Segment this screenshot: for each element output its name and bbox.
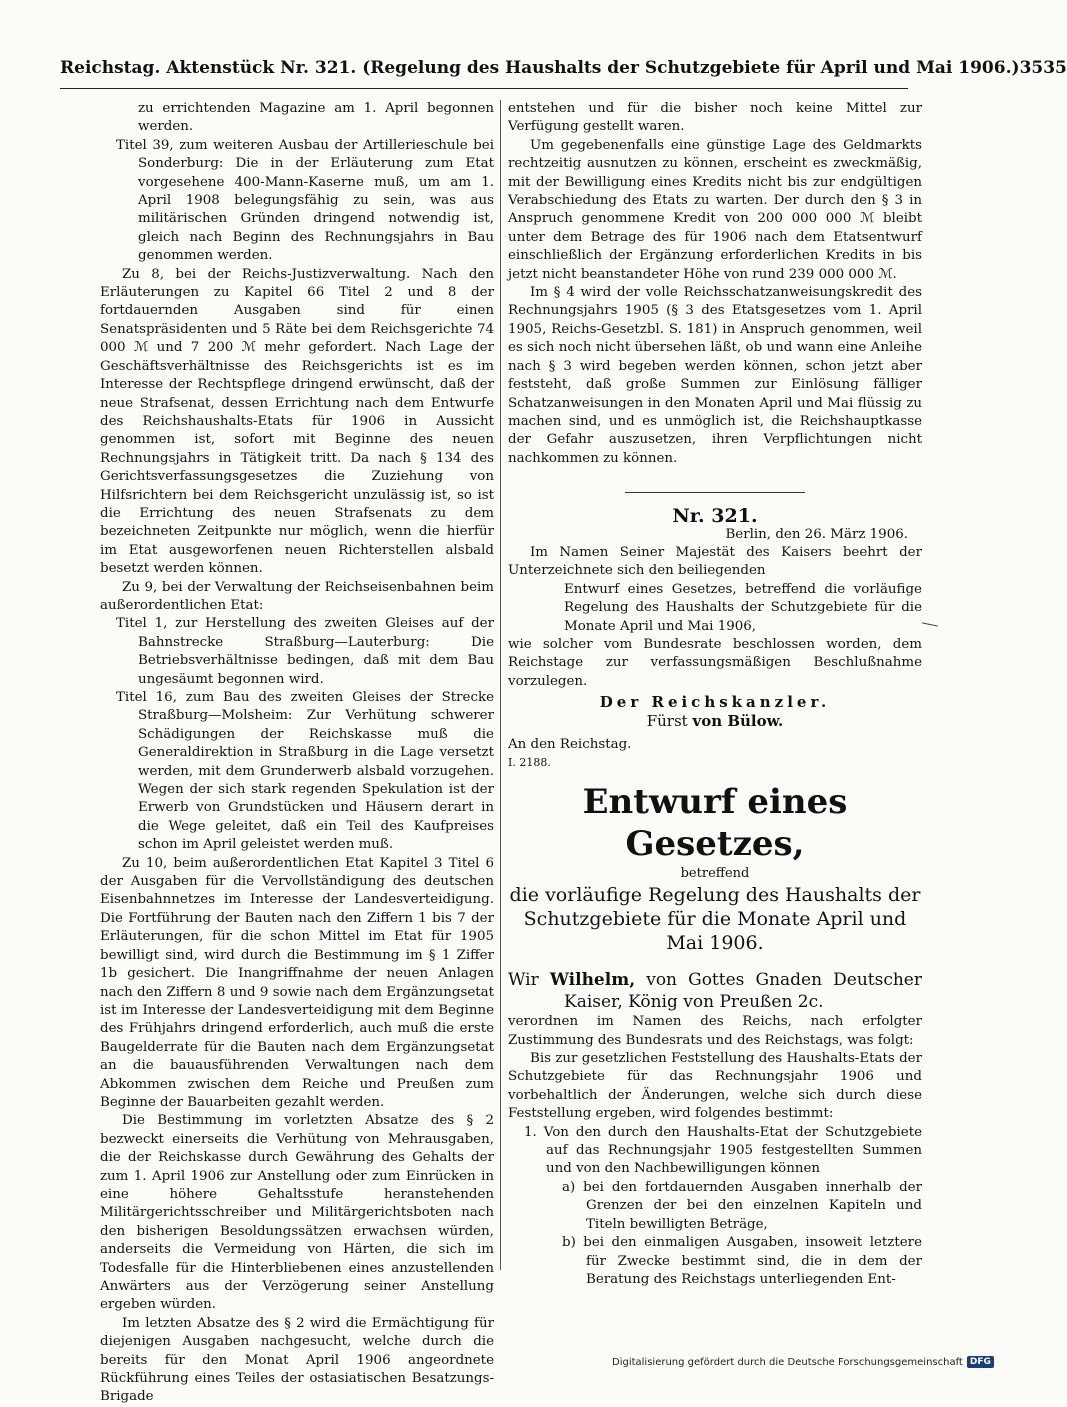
- pencil-mark: [922, 622, 938, 626]
- paragraph: Titel 16, zum Bau des zweiten Gleises der Strecke Straßburg—Molsheim: Zur Verhütung schwerer Schädigungen der Reichskasse muß die Generaldirektion in Straßburg in die Lage versetzt werden, mit dem Grunderwerb alsbald vorzugehen. Wegen der sich stark regenden Spekulation ist der Erwerb von Grundstücken und Häusern derart in die Wege geleitet, daß ein Teil des Kaufpreises schon im April geleistet werden muß.: [116, 690, 494, 853]
- date-line: Berlin, den 26. März 1906.: [725, 526, 908, 542]
- paragraph: Zu 9, bei der Verwaltung der Reichseisenbahnen beim außerordentlichen Etat:: [100, 579, 494, 613]
- paragraph: Titel 39, zum weiteren Ausbau der Artillerieschule bei Sonderburg: Die in der Erläuterung zum Etat vorgesehene 400-Mann-Kaserne muß, um am 1. April 1908 belegungsfähig zu sein, was aus militärischen Gründen dringend notwendig ist, gleich nach Beginn des Rechnungsjahrs in Bau genommen werden.: [116, 137, 494, 264]
- section-divider: [625, 492, 805, 493]
- monarch-titles: von Gottes Gnaden Deutscher Kaiser, König von Preußen 2c.: [564, 970, 922, 1013]
- law-subtitle: die vorläufige Regelung des Haushalts der Schutzgebiete für die Monate April und Mai 1906.: [509, 884, 921, 955]
- list-item: a) bei den fortdauernden Ausgaben innerhalb der Grenzen der bei den einzelnen Kapiteln und Titeln bewilligten Beträge,: [562, 1179, 922, 1232]
- quoted-title: Entwurf eines Gesetzes, betreffend die vorläufige Regelung des Haushalts der Schutzgebiete für die Monate April und Mai 1906,: [564, 581, 922, 634]
- signature-title: Der Reichskanzler.: [599, 693, 831, 712]
- paragraph: Die Bestimmung im vorletzten Absatze des § 2 bezweckt einerseits die Verhütung von Mehrausgaben, die der Reichskasse durch Gewährung des Gehalts der zum 1. April 1906 zur Anstellung oder zum Einrücken in eine höhere Gehaltsstufe heranstehenden Militärgerichtsschreiber und Militärgerichtsboten nach den bisherigen Besoldungssätzen erwachsen würden, anderseits die Vermeidung von Härten, die sich im Todesfalle für die Hinterbliebenen eines anzustellenden Anwärters aus der Verzögerung seiner Anstellung ergeben würden.: [100, 1113, 494, 1313]
- footer: [612, 1356, 994, 1368]
- law-betreffend: betreffend: [680, 865, 750, 881]
- paragraph: Im letzten Absatze des § 2 wird die Ermächtigung für diejenigen Ausgaben nachgesucht, welche durch die bereits für den Monat April 1906 angeordnete Rückführung eines Teiles der ostasiatischen Besatzungs-Brigade: [100, 1315, 494, 1405]
- paragraph: Bis zur gesetzlichen Feststellung des Haushalts-Etats der Schutzgebiete für das Rechnungsjahr 1906 und vorbehaltlich der Änderungen, welche sich durch diese Feststellung ergeben, wird folgendes bestimmt:: [508, 1051, 922, 1122]
- signature-prefix: Fürst: [646, 711, 688, 730]
- list-item: 1. Von den durch den Haushalts-Etat der Schutzgebiete auf das Rechnungsjahr 1905 festgestellten Summen und von den Nachbewilligungen können: [524, 1124, 922, 1177]
- law-title: Entwurf eines Gesetzes,: [582, 781, 848, 864]
- paragraph: verordnen im Namen des Reichs, nach erfolgter Zustimmung des Bundesrats und des Reichstags, was folgt:: [508, 1014, 922, 1048]
- document-number: Nr. 321.: [672, 505, 758, 528]
- reference-number: I. 2188.: [508, 756, 551, 770]
- page-header: [60, 58, 1067, 89]
- paragraph: Um gegebenenfalls eine günstige Lage des Geldmarkts rechtzeitig ausnutzen zu können, erscheint es zweckmäßig, mit der Bewilligung eines Kredits nicht bis zur endgültigen Verabschiedung des Etats zu warten. Der durch den § 3 in Anspruch genommene Kredit von 200 000 000 ℳ bleibt unter dem Betrage des für 1906 nach dem Etatsentwurf einschließlich der Ergänzung erforderlichen Kredits in bis jetzt nicht beanstandeter Höhe von rund 239 000 000 ℳ.: [508, 137, 922, 282]
- paragraph: wie solcher vom Bundesrate beschlossen worden, dem Reichstage zur verfassungsmäßigen Beschlußnahme vorzulegen.: [508, 636, 922, 689]
- addressee: An den Reichstag.: [508, 737, 632, 752]
- list-item: b) bei den einmaligen Ausgaben, insoweit letztere für Zwecke bestimmt sind, die in dem der Beratung des Reichstags unterliegenden Ent-: [562, 1235, 922, 1287]
- dfg-logo-icon: DFG: [967, 1356, 994, 1368]
- page-number: 3535: [1019, 58, 1067, 78]
- right-column: [508, 100, 922, 1289]
- signature-name: [508, 712, 922, 730]
- footer-text: Digitalisierung gefördert durch die Deutsche Forschungsgemeinschaft: [612, 1356, 963, 1368]
- monarch-name: Wilhelm,: [549, 970, 636, 991]
- left-column: [100, 100, 494, 1407]
- enacting-formula: [508, 969, 922, 1013]
- wir-prefix: Wir: [508, 970, 539, 991]
- header-title: Reichstag. Aktenstück Nr. 321. (Regelung des Haushalts der Schutzgebiete für April und Mai 1906.): [60, 58, 1020, 78]
- paragraph: Im Namen Seiner Majestät des Kaisers beehrt der Unterzeichnete sich den beiliegenden: [508, 544, 922, 579]
- paragraph: entstehen und für die bisher noch keine Mittel zur Verfügung gestellt waren.: [508, 101, 922, 135]
- column-divider: [500, 100, 501, 1270]
- paragraph: zu errichtenden Magazine am 1. April begonnen werden.: [138, 101, 494, 135]
- signature-surname: von Bülow.: [692, 711, 784, 730]
- paragraph: Titel 1, zur Herstellung des zweiten Gleises auf der Bahnstrecke Straßburg—Lauterburg: Die Betriebsverhältnisse bedingen, daß mit dem Bau ungesäumt begonnen wird.: [116, 616, 494, 687]
- paragraph: Zu 8, bei der Reichs-Justizverwaltung. Nach den Erläuterungen zu Kapitel 66 Titel 2 und 8 der fortdauernden Ausgaben sind für einen Senatspräsidenten und 5 Räte bei dem Reichsgerichte 74 000 ℳ und 7 200 ℳ mehr gefordert. Nach Lage der Geschäftsverhältnisse des Reichsgerichts ist es im Interesse der Rechtspflege dringend erwünscht, daß der neue Strafsenat, dessen Errichtung nach dem Entwurfe des Reichshaushalts-Etats für 1906 in Aussicht genommen ist, sofort mit Beginne des neuen Rechnungsjahrs in Tätigkeit tritt. Da nach § 134 des Gerichtsverfassungsgesetzes die Zuziehung von Hilfsrichtern bei dem Reichsgericht unzulässig ist, so ist die Errichtung des neuen Strafsenats zu dem bezeichneten Zeitpunkte nur möglich, wenn die hierfür im Etat ausgeworfenen neuen Richterstellen alsbald besetzt werden können.: [100, 266, 494, 577]
- paragraph: Im § 4 wird der volle Reichsschatzanweisungskredit des Rechnungsjahrs 1905 (§ 3 des Etatsgesetzes vom 1. April 1905, Reichs-Gesetzbl. S. 181) in Anspruch genommen, weil es sich noch nicht übersehen läßt, ob und wann eine Anleihe nach § 3 wird begeben werden können, schon jetzt aber feststeht, daß große Summen zur Einlösung fälliger Schatzanweisungen in den Monaten April und Mai flüssig zu machen sind, und es unmöglich ist, die Reichshauptkasse der Gefahr auszusetzen, ihren Verpflichtungen nicht nachkommen zu können.: [508, 285, 922, 466]
- paragraph: Zu 10, beim außerordentlichen Etat Kapitel 3 Titel 6 der Ausgaben für die Vervollständigung des deutschen Eisenbahnnetzes im Interesse der Landesverteidigung. Die Fortführung der Bauten nach den Ziffern 1 bis 7 der Erläuterungen, für die schon Mittel im Etat für 1905 bewilligt sind, wird durch die Bestimmung im § 1 Ziffer 1b gesichert. Die Inangriffnahme der neuen Anlagen nach den Ziffern 8 und 9 sowie nach dem Ergänzungsetat ist im Interesse der Landesverteidigung mit dem Beginne des Frühjahrs dringend erforderlich, auch muß die erste Baugelderrate für die Bauten nach dem Ergänzungsetat an die bauausführenden Verwaltungen nach dem Abkommen zwischen dem Reiche und Preußen zum Beginne der Bauarbeiten gezahlt werden.: [100, 855, 494, 1110]
